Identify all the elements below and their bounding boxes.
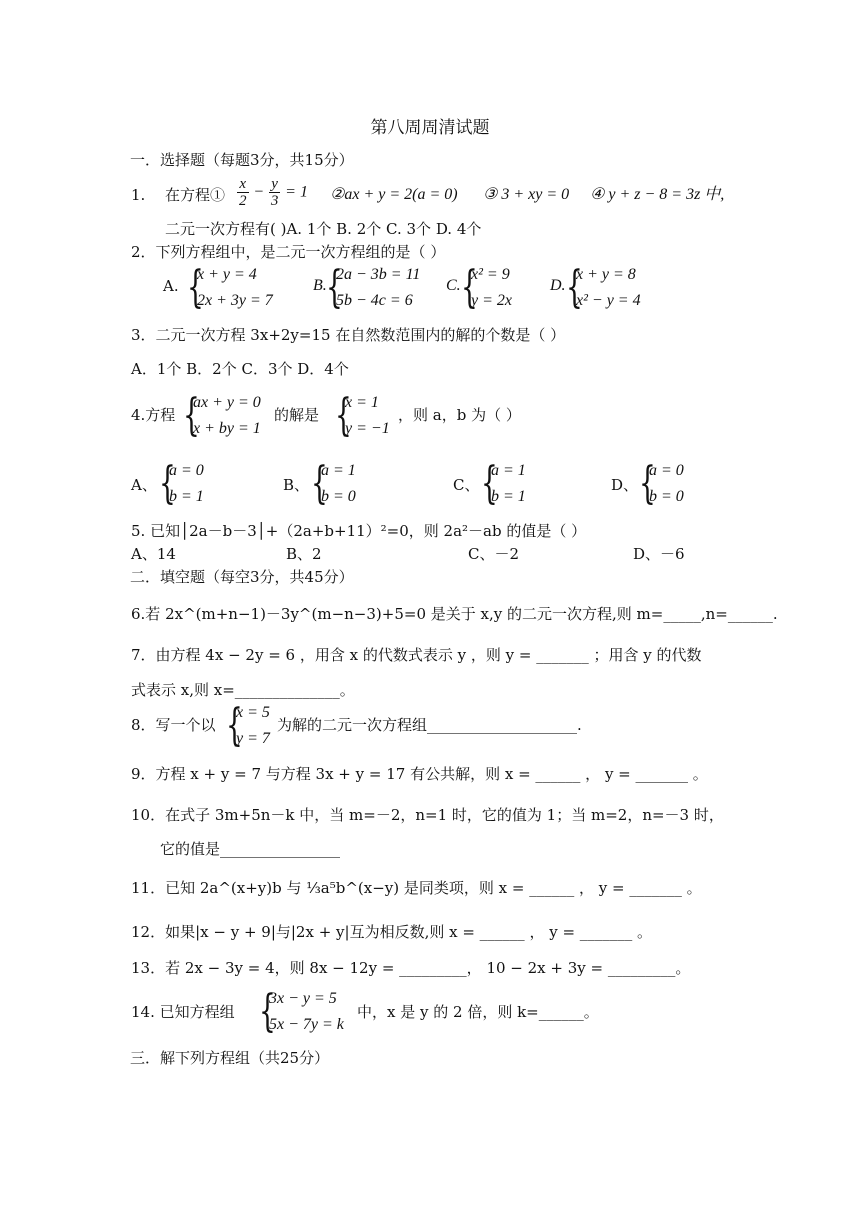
q1-equation-4: ④ y + z − 8 = 3z 中,: [590, 186, 725, 203]
q13-question: 13．若 2x − 3y = 4，则 8x − 12y = _________， 10 − 2x + 3y = _________。: [131, 959, 691, 977]
q14-suffix: 中，x 是 y 的 2 倍，则 k=______。: [357, 1003, 599, 1021]
q10-line-1: 10．在式子 3m+5n－k 中，当 m=－2，n=1 时，它的值为 1；当 m=2，n=－3 时，: [131, 806, 724, 824]
section-heading-solve: 三．解下列方程组（共25分）: [130, 1049, 330, 1067]
q4-prefix: 4.方程: [131, 406, 176, 424]
q7-line-2: 式表示 x,则 x=______________。: [131, 681, 355, 699]
q11-question: 11．已知 2a^(x+y)b 与 ⅓a⁵b^(x−y) 是同类项，则 x = ______ ， y = _______ 。: [131, 879, 702, 897]
q2-option-b-label: B.: [313, 277, 327, 294]
q2-option-a-label: A.: [163, 277, 179, 295]
q2-option-c-label: C.: [446, 277, 461, 294]
q4-option-a-label: A、: [131, 476, 157, 494]
section-heading-choice: 一．选择题（每题3分，共15分）: [130, 151, 354, 169]
q3-question: 3．二元一次方程 3x+2y=15 在自然数范围内的解的个数是（ ）: [131, 326, 566, 344]
q5-option-c: C、－2: [468, 545, 520, 563]
q5-option-a: A、14: [131, 545, 176, 563]
q8-prefix: 8．写一个以: [131, 716, 216, 734]
q8-suffix: 为解的二元一次方程组____________________.: [277, 716, 582, 734]
q1-number: 1.: [131, 186, 146, 204]
q4-option-b-label: B、: [283, 476, 310, 494]
q2-option-d-label: D.: [550, 277, 566, 294]
q1-prefix: 在方程①: [165, 186, 226, 204]
worksheet-page: 第八周周清试题 一．选择题（每题3分，共15分） 1. 在方程① $\frac{x}{2}$ − $\frac{y}{3}$ = 1 ②ax + y = 2(a = 0) ③ 3 + xy = 0 ④ y + z − 8 = 3z 中, 二元一次方程有( )A. 1个 B. 2个 C. 3个 D. 4个 2．下列方程组中，是二元一次方程组的是（ ） A. { x + y = 4 2x + 3y = 7 B. { 2a − 3b = 11 5b − 4c = 6 C. { x² = 9 y = 2x D. { x + y = 8 x² − y = 4 3．二元一次方程 3x+2y=15 在自然数范围内的解的个数是（ ） A．1个 B．2个 C．3个 D．4个 4.方程 { ax + y = 0 x + by = 1 的解是 { x = 1 y = −1 ，则 a，b 为（ ） A、 { a = 0 b = 1 B、 { a = 1 b = 0 C、 { a = 1 b = 1 D、 { a = 0 b = 0 5. 已知│2a－b－3│+（2a+b+11）²=0，则 2a²－ab 的值是（ ） A、14 B、2 C、－2 D、－6 二．填空题（每空3分，共45分） 6.若 2x^(m+n−1)－3y^(m−n−3)+5=0 是关于 x,y 的二元一次方程,则 m=_____,n=______. 7．由方程 4x − 2y = 6 ，用含 x 的代数式表示 y ，则 y = _______ ；用含 y 的代数 式表示 x,则 x=______________。 8．写一个以 { x = 5 y = 7 为解的二元一次方程组____________________. 9．方程 x + y = 7 与方程 3x + y = 17 有公共解，则 x = ______ ， y = _______ 。 10．在式子 3m+5n－k 中，当 m=－2，n=1 时，它的值为 1；当 m=2，n=－3 时， 它的值是________________ 11．已知 2a^(x+y)b 与 ⅓a⁵b^(x−y) 是同类项，则 x = ______ ， y = _______ 。 12．如果|x − y + 9|与|2x + y|互为相反数,则 x = ______ ， y = _______ 。 13．若 2x − 3y = 4，则 8x − 12y = _________， 10 − 2x + 3y = _________。 14. 已知方程组 { 3x − y = 5 5x − 7y = k 中，x 是 y 的 2 倍，则 k=______。 三．解下列方程组（共25分）: [0, 0, 860, 1216]
q3-options: A．1个 B．2个 C．3个 D．4个: [131, 360, 349, 378]
q4-middle-text: 的解是: [274, 406, 320, 424]
q6-question: 6.若 2x^(m+n−1)－3y^(m−n−3)+5=0 是关于 x,y 的二元一次方程,则 m=_____,n=______.: [131, 605, 778, 623]
q12-question: 12．如果|x − y + 9|与|2x + y|互为相反数,则 x = ______ ， y = _______ 。: [131, 923, 653, 941]
q2-question: 2．下列方程组中，是二元一次方程组的是（ ）: [131, 243, 446, 261]
q1-equation-2: ②ax + y = 2(a = 0): [330, 186, 458, 203]
q5-option-b: B、2: [286, 545, 322, 563]
q1-options: 二元一次方程有( )A. 1个 B. 2个 C. 3个 D. 4个: [165, 220, 482, 238]
section-heading-fill: 二．填空题（每空3分，共45分）: [130, 568, 354, 586]
q4-suffix: ，则 a，b 为（ ）: [398, 406, 521, 424]
q4-option-c-label: C、: [453, 476, 480, 494]
q1-equation-3: ③ 3 + xy = 0: [483, 186, 570, 203]
q10-line-2: 它的值是________________: [160, 840, 341, 858]
q4-option-d-label: D、: [611, 476, 639, 494]
q7-line-1: 7．由方程 4x − 2y = 6 ，用含 x 的代数式表示 y ，则 y = _______ ；用含 y 的代数: [131, 646, 702, 664]
q14-prefix: 14. 已知方程组: [131, 1003, 235, 1021]
q9-question: 9．方程 x + y = 7 与方程 3x + y = 17 有公共解，则 x = ______ ， y = _______ 。: [131, 765, 708, 783]
q5-question: 5. 已知│2a－b－3│+（2a+b+11）²=0，则 2a²－ab 的值是（ ）: [131, 522, 587, 540]
q5-option-d: D、－6: [633, 545, 685, 563]
page-title: 第八周周清试题: [370, 118, 490, 138]
q1-equation-1: $\frac{x}{2}$ − $\frac{y}{3}$ = 1: [239, 176, 308, 209]
